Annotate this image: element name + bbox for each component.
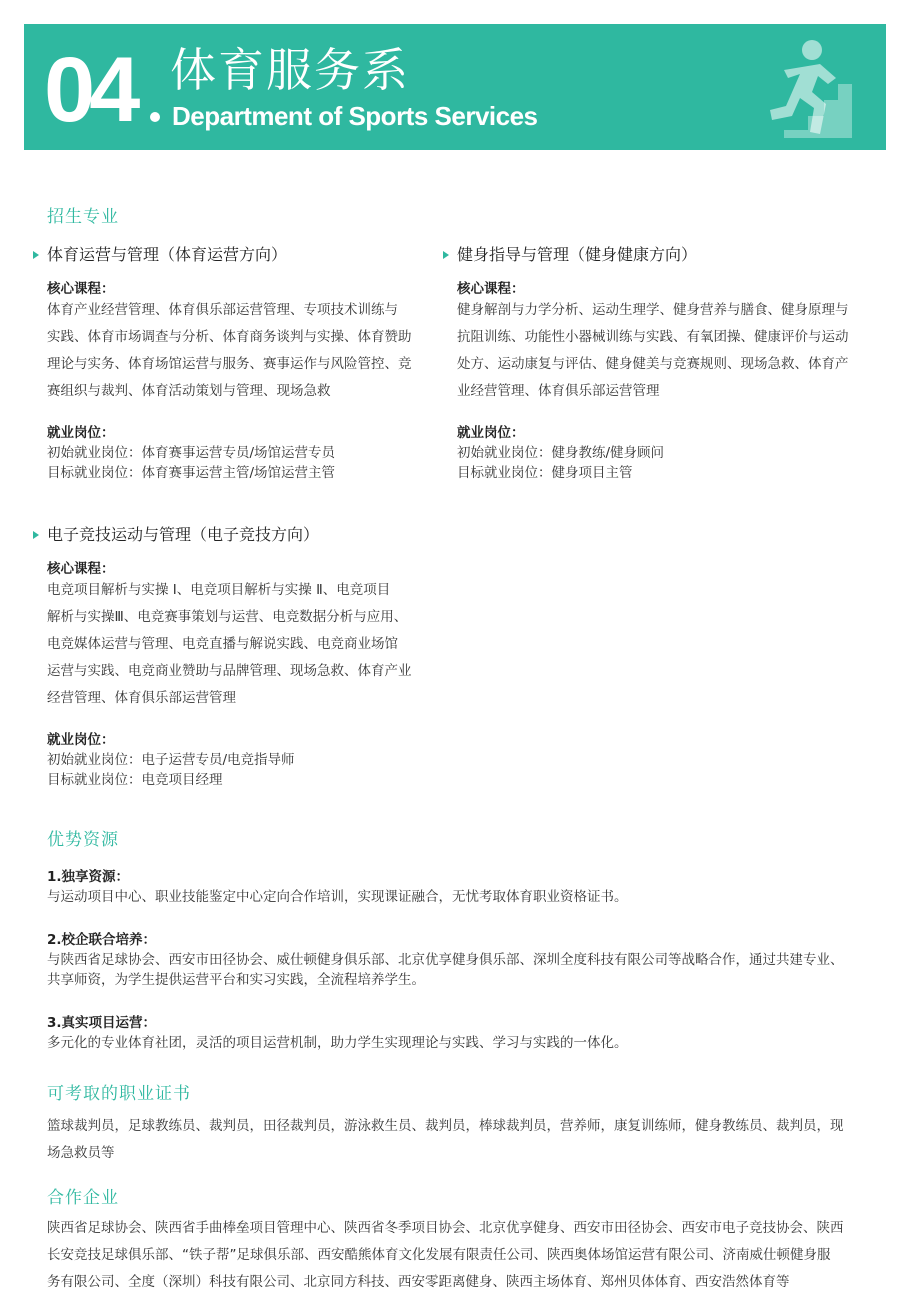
runner-stairs-icon: [754, 34, 866, 144]
advantage-label: 2.校企联合培养：: [47, 932, 157, 948]
jobs-initial: 初始就业岗位：电子运营专员/电竞指导师: [47, 752, 295, 768]
major-name: 健身指导与管理（健身健康方向）: [457, 243, 857, 267]
core-courses-label: 核心课程：: [47, 561, 115, 577]
jobs-label: 就业岗位：: [457, 425, 525, 441]
jobs-target: 目标就业岗位：健身项目主管: [457, 465, 633, 481]
jobs-label: 就业岗位：: [47, 425, 115, 441]
triangle-bullet-icon: [443, 251, 449, 259]
advantage-label: 3.真实项目运营：: [47, 1015, 157, 1031]
jobs-target: 目标就业岗位：体育赛事运营主管/场馆运营主管: [47, 465, 336, 481]
jobs-initial: 初始就业岗位：体育赛事运营专员/场馆运营专员: [47, 445, 336, 461]
jobs-initial: 初始就业岗位：健身教练/健身顾问: [457, 445, 665, 461]
department-title-en: Department of Sports Services: [172, 101, 538, 131]
triangle-bullet-icon: [33, 531, 39, 539]
core-courses: 健身解剖与力学分析、运动生理学、健身营养与膳食、健身原理与 抗阻训练、功能性小器械训练与实践、有氧团操、健康评价与运动 处方、运动康复与评估、健身健美与竞赛规则、现场急救、体育产 业经营管理、体育俱乐部运营管理: [457, 302, 849, 399]
core-courses: 电竞项目解析与实操 Ⅰ、电竞项目解析与实操 Ⅱ、电竞项目 解析与实操Ⅲ、电竞赛事策划与运营、电竞数据分析与应用、 电竞媒体运营与管理、电竞直播与解说实践、电竞商业场馆 运营与实践、电竞商业赞助与品牌管理、现场急救、体育产业 经营管理、体育俱乐部运营管理: [47, 582, 412, 706]
core-courses-label: 核心课程：: [457, 281, 525, 297]
header-banner: [24, 24, 886, 150]
advantage-item: 3.真实项目运营： 多元化的专业体育社团，灵活的项目运营机制，助力学生实现理论与实践、学习与实践的一体化。: [47, 1013, 847, 1053]
advantages-title: 优势资源: [47, 830, 119, 850]
partners-title: 合作企业: [47, 1188, 119, 1208]
department-title-cn: 体育服务系: [170, 43, 410, 97]
admissions-title: 招生专业: [47, 207, 119, 227]
certificates-title: 可考取的职业证书: [47, 1084, 191, 1104]
major-card: [47, 523, 422, 790]
major-name: 体育运营与管理（体育运营方向）: [47, 243, 422, 267]
number-dot: [150, 112, 160, 122]
major-name: 电子竞技运动与管理（电子竞技方向）: [47, 523, 422, 547]
partners-list: 陕西省足球协会、陕西省手曲棒垒项目管理中心、陕西省冬季项目协会、北京优享健身、西安市田径协会、西安市电子竞技协会、陕西 长安竞技足球俱乐部、“铁子帮”足球俱乐部、西安酷熊体育文化发展有限责任公司、陕西奥体场馆运营有限公司、济南威仕顿健身服 务有限公司、全度（深圳）科技有限公司、北京同方科技、西安零距离健身、陕西主场体育、郑州贝体体育、西安浩然体育等: [47, 1220, 844, 1290]
certificates-list: 篮球裁判员，足球教练员、裁判员，田径裁判员，游泳救生员、裁判员，棒球裁判员，营养师，康复训练师，健身教练员、裁判员，现 场急救员等: [47, 1118, 844, 1161]
jobs-target: 目标就业岗位：电竞项目经理: [47, 772, 223, 788]
major-card: [457, 243, 857, 483]
major-card: [47, 243, 422, 483]
advantage-label: 1.独享资源：: [47, 869, 130, 885]
advantage-item: 2.校企联合培养： 与陕西省足球协会、西安市田径协会、威仕顿健身俱乐部、北京优享健身俱乐部、深圳全度科技有限公司等战略合作，通过共建专业、 共享师资，为学生提供运营平台和实习实践，全流程培养学生。: [47, 930, 847, 990]
jobs-label: 就业岗位：: [47, 732, 115, 748]
core-courses: 体育产业经营管理、体育俱乐部运营管理、专项技术训练与 实践、体育市场调查与分析、体育商务谈判与实操、体育赞助 理论与实务、体育场馆运营与服务、赛事运作与风险管控、竞 赛组织与裁判、体育活动策划与管理、现场急救: [47, 302, 412, 399]
advantage-item: 1.独享资源： 与运动项目中心、职业技能鉴定中心定向合作培训，实现课证融合，无忧考取体育职业资格证书。: [47, 867, 847, 907]
core-courses-label: 核心课程：: [47, 281, 115, 297]
triangle-bullet-icon: [33, 251, 39, 259]
department-number: 04: [44, 39, 135, 141]
